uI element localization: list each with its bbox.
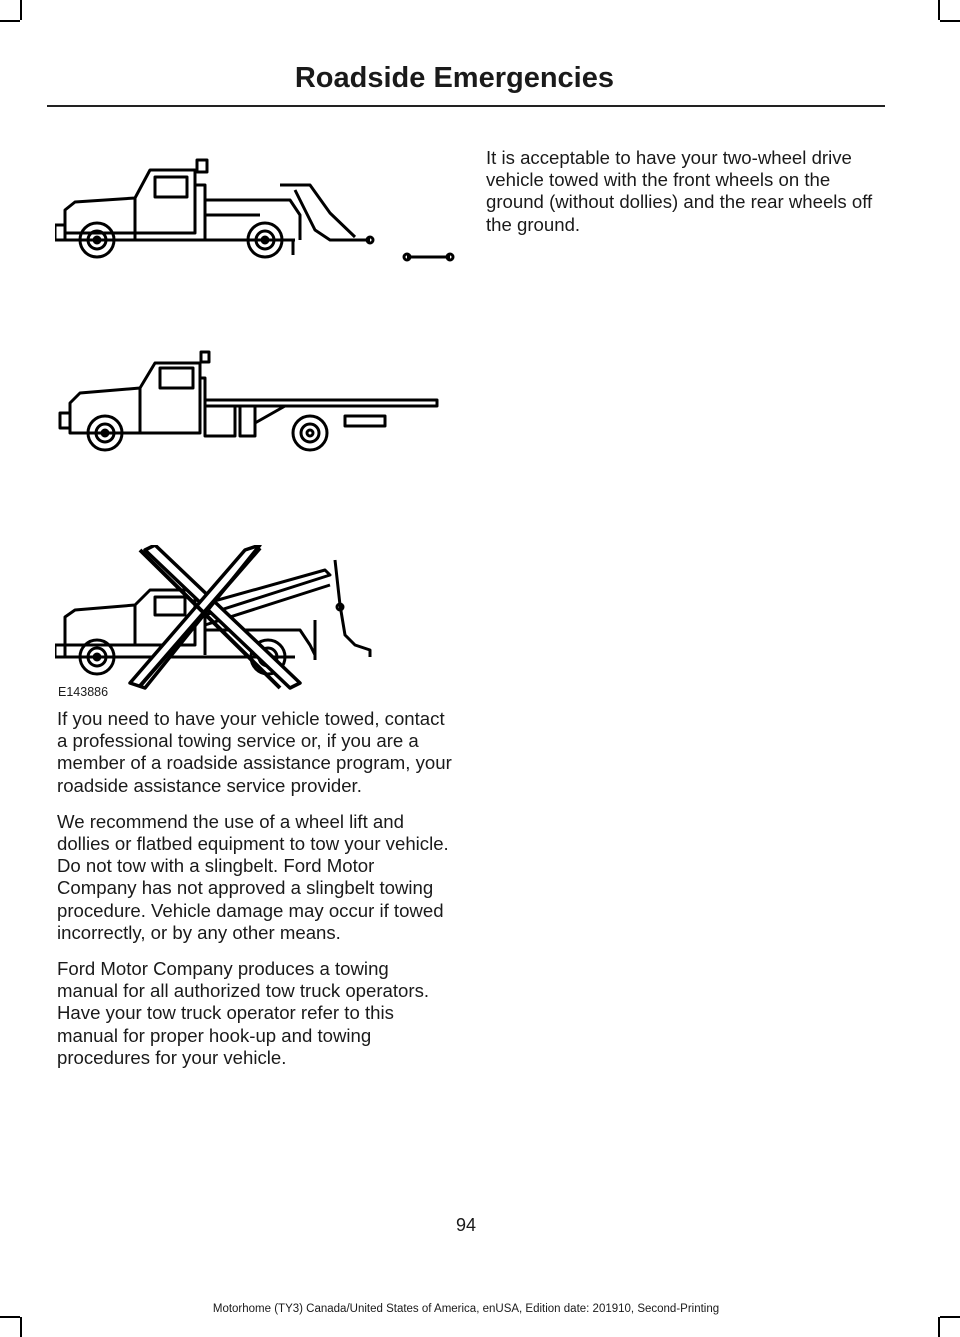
- crop-mark: [20, 0, 22, 20]
- page-title: Roadside Emergencies: [294, 62, 614, 94]
- crop-mark: [0, 20, 20, 22]
- footer-text: Motorhome (TY3) Canada/United States of America, enUSA, Edition date: 201910, Second-Printing: [212, 1303, 720, 1315]
- crop-mark: [0, 1316, 20, 1318]
- wheel-lift-tow-illustration: [55, 155, 460, 270]
- flatbed-tow-illustration: [55, 348, 445, 453]
- paragraph: If you need to have your vehicle towed, contact a professional towing service or, if you are a member of a roadside assistance program, your roadside assistance service provider.: [57, 708, 452, 796]
- paragraph: We recommend the use of a wheel lift and dollies or flatbed equipment to tow your vehicle. Do not tow with a slingbelt. Ford Motor Company has not approved a slingbelt towing procedure. Vehicle damage may occur if towed incorrectly, or by any other means.: [57, 810, 449, 943]
- crop-mark: [940, 20, 960, 22]
- right-column: [486, 147, 878, 250]
- header-rule: [47, 105, 885, 107]
- crop-mark: [938, 1317, 940, 1337]
- left-column: [57, 708, 452, 1083]
- crop-mark: [938, 0, 940, 20]
- paragraph: It is acceptable to have your two-wheel drive vehicle towed with the front wheels on the ground (without dollies) and the rear wheels off the ground.: [486, 147, 873, 235]
- crop-mark: [940, 1316, 960, 1318]
- figure-code: E143886: [58, 685, 109, 699]
- paragraph: Ford Motor Company produces a towing manual for all authorized tow truck operators. Have your tow truck operator refer to this manual for proper hook-up and towing procedures for your vehicle.: [57, 958, 430, 1068]
- crop-mark: [20, 1317, 22, 1337]
- slingbelt-tow-prohibited-illustration: [55, 545, 385, 690]
- page-number: 94: [455, 1215, 477, 1235]
